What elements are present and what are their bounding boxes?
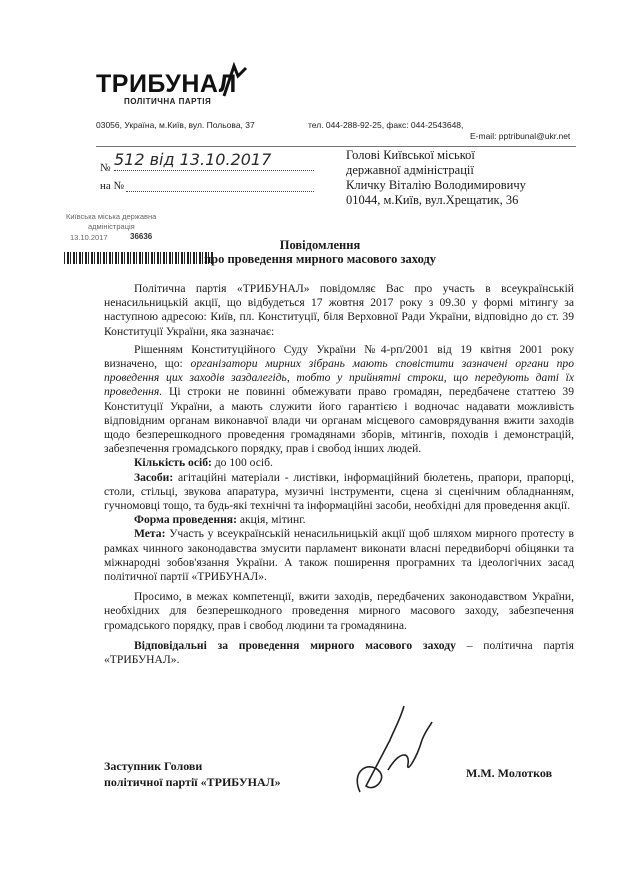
stamp-org-line-2: адміністрація xyxy=(88,222,135,231)
form-paragraph xyxy=(104,513,574,527)
responsible-value: – політична партія «ТРИБУНАЛ». xyxy=(104,638,574,667)
addressee-line-3: Кличку Віталію Володимировичу xyxy=(346,178,526,192)
header-divider xyxy=(96,146,576,147)
form-label: Форма проведення: xyxy=(134,513,237,527)
responsible-paragraph xyxy=(104,639,574,667)
signatory-position-line-2: політичної партії «ТРИБУНАЛ» xyxy=(104,775,281,789)
means-paragraph xyxy=(104,471,574,514)
intro-paragraph: Політична партія «ТРИБУНАЛ» повідомляє Вас про участь в всеукраїнській ненасильницькій акції, що відбудеться 17 жовтня 2017 року з 09.30 у формі мітингу за наступною адресою: Київ, пл. Конституції, біля Верховної Ради України, відповідно до ст. 39 Конституції України, яка зазначає: xyxy=(104,282,574,338)
number-underline xyxy=(114,170,314,171)
outgoing-number-label: № xyxy=(100,162,111,174)
document-body xyxy=(104,282,574,667)
request-paragraph: Просимо, в межах компетенції, вжити заходів, передбачених законодавством України, необхідних для безперешкодного проведення мирного масового заходу, забезпечення громадського порядку, прав і свобод людини та громадянина. xyxy=(104,590,574,632)
goal-value: Участь у всеукраїнській ненасильницькій акції щоб шляхом мирного протесту в рамках чинного законодавства змусити парламент виконати власні передвиборчі обіцянки та міжнародні зобов'язання України. А також поширення програмних та ідеологічних засад політичної партії «ТРИБУНАЛ». xyxy=(104,527,574,584)
signatory-name: М.М. Молотков xyxy=(466,766,553,780)
outgoing-number-handwritten: 512 від 13.10.2017 xyxy=(114,150,272,169)
goal-label: Мета: xyxy=(134,527,166,541)
stamp-date: 13.10.2017 xyxy=(70,233,108,242)
signatory-position-line-1: Заступник Голови xyxy=(104,759,203,773)
stamp-number: 36636 xyxy=(130,232,153,241)
stamp-org-line-1: Київська міська державна xyxy=(66,212,157,221)
participants-label: Кількість осіб: xyxy=(134,456,212,470)
signatory-position xyxy=(104,758,281,790)
party-logo-subtitle: ПОЛІТИЧНА ПАРТІЯ xyxy=(124,97,212,106)
addressee-line-1: Голові Київської міської xyxy=(346,148,475,162)
party-logo-wordmark: ТРИБУНАЛ xyxy=(96,70,237,98)
goal-paragraph xyxy=(104,527,574,584)
court-decision-start: Рішенням Конституційного Суду України №4-рп/2001 від 19 квітня 2001 року визначено, що: xyxy=(104,342,574,371)
form-value: акція, мітинг. xyxy=(236,513,306,527)
court-decision-end: Ці строки не повинні обмежувати право громадян, передбачене статтею 39 Конституції України, а мають служити його гарантією і водночас надавати можливість відповідним органам виконавчої влади чи органам місцевого самоврядування вжити заходів щодо безперешкодного проведення громадянами зборів, мітингів, походів і демонстрацій, забезпечення громадського порядку, прав і свобод інших людей. xyxy=(104,385,574,456)
reference-number-label: на № xyxy=(100,180,125,192)
responsible-label: Відповідальні за проведення мирного масового заходу xyxy=(134,638,456,652)
party-phones: тел. 044-288-92-25, факс: 044-2543648, xyxy=(308,120,464,130)
addressee-line-2: державної адміністрації xyxy=(346,163,474,177)
court-decision-quote: організатори мирних зібрань мають сповістити зазначені органи про проведення цих заходів заздалегідь, тобто у прийнятні строки, що передують даті їх проведення. xyxy=(104,357,574,399)
document-subtitle: про проведення мирного масового заходу xyxy=(203,252,437,266)
party-address: 03056, Україна, м.Київ, вул. Польова, 37 xyxy=(96,120,255,130)
means-label: Засоби: xyxy=(134,470,174,484)
handwritten-signature xyxy=(330,700,450,800)
addressee-line-4: 01044, м.Київ, вул.Хрещатик, 36 xyxy=(346,193,519,207)
document-title: Повідомлення xyxy=(279,238,361,252)
court-decision-paragraph xyxy=(104,343,574,457)
participants-paragraph xyxy=(104,456,574,470)
means-value: агітаційні матеріали - листівки, інформаційний бюлетень, прапори, прапорці, столи, стільці, звукова апаратура, музичні інструменти, сцена зі сценічним обладнанням, гучномовці тощо, та будь-які технічні та інформаційні засоби, необхідні для проведення акції. xyxy=(104,470,574,513)
logo-swoosh-icon xyxy=(220,62,250,102)
participants-value: до 100 осіб. xyxy=(211,456,273,470)
party-email: E-mail: pptribunal@ukr.net xyxy=(470,131,571,141)
reference-underline xyxy=(126,191,314,192)
